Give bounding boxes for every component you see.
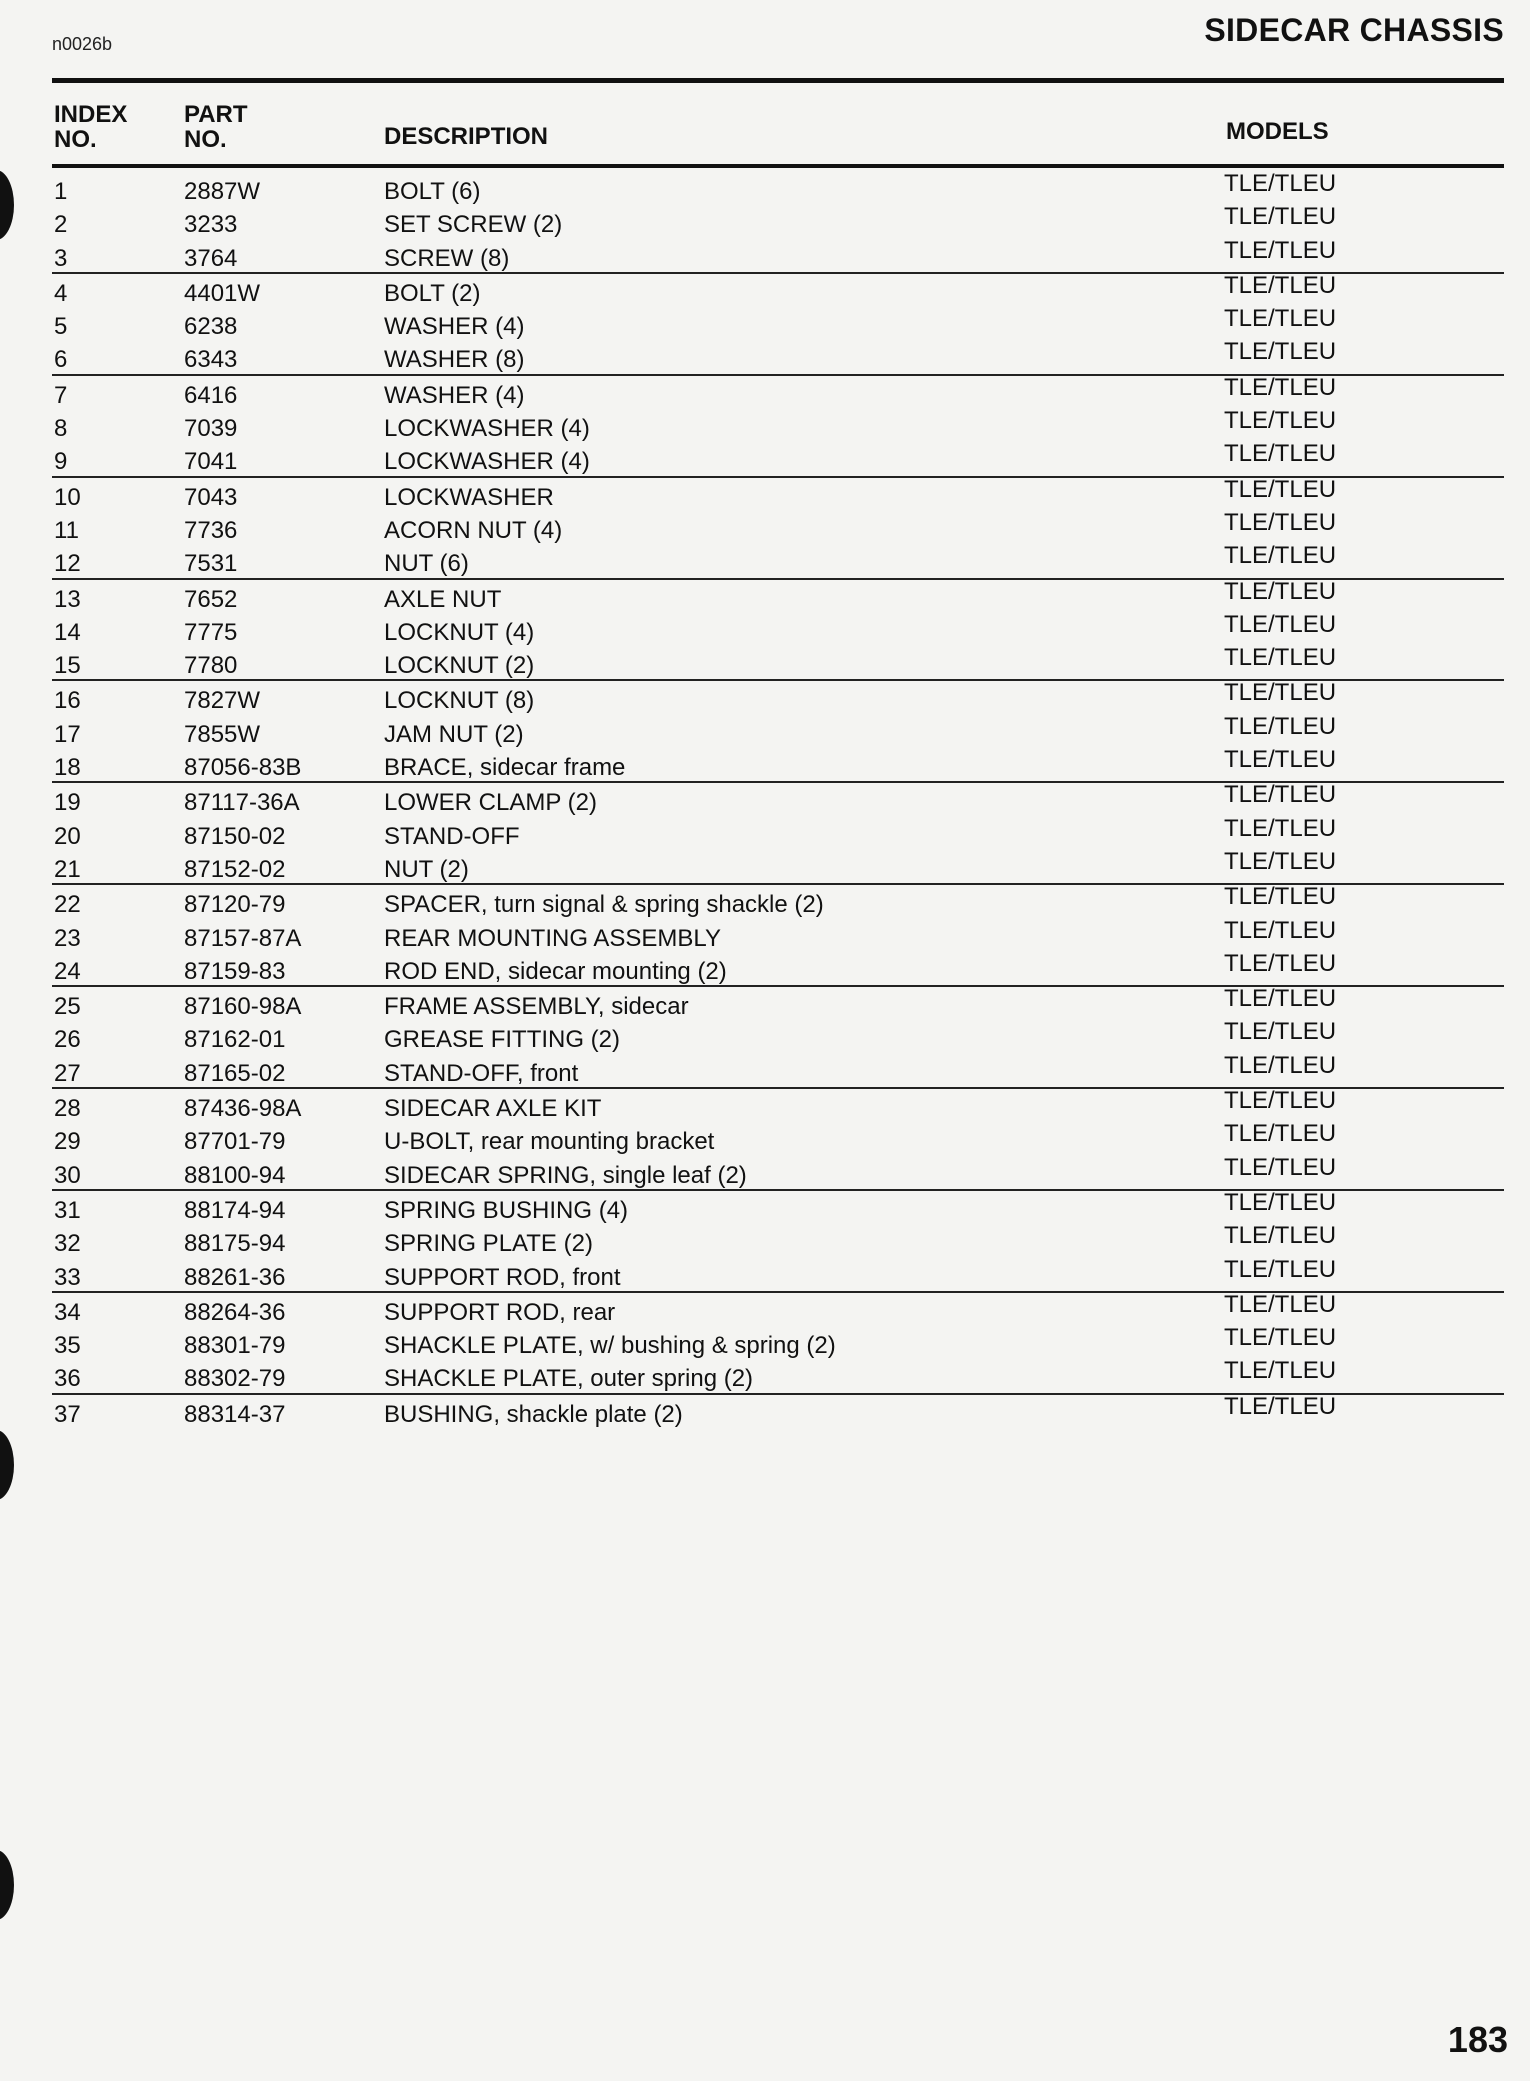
table-row bbox=[52, 1393, 1504, 1428]
models-cell: TLE/TLEU bbox=[1224, 985, 1337, 1013]
index-cell: 19 bbox=[54, 789, 81, 817]
table-row bbox=[52, 1051, 1504, 1087]
models-cell: TLE/TLEU bbox=[1224, 542, 1337, 570]
models-cell: TLE/TLEU bbox=[1224, 1153, 1337, 1181]
part-number-cell: 88264-36 bbox=[184, 1298, 286, 1326]
description-cell: LOCKWASHER bbox=[384, 483, 554, 511]
part-number-cell: 7736 bbox=[184, 516, 238, 544]
description-cell: U-BOLT, rear mounting bracket bbox=[384, 1128, 715, 1156]
index-cell: 7 bbox=[54, 381, 68, 409]
binder-hole bbox=[0, 170, 14, 240]
part-number-cell: 7652 bbox=[184, 585, 238, 613]
index-cell: 4 bbox=[54, 279, 68, 307]
table-row bbox=[52, 442, 1504, 475]
index-cell: 13 bbox=[54, 585, 81, 613]
table-row bbox=[52, 1326, 1504, 1359]
part-number-cell: 7039 bbox=[184, 415, 238, 443]
table-row bbox=[52, 508, 1504, 544]
table-row bbox=[52, 679, 1504, 714]
index-cell: 12 bbox=[54, 550, 81, 578]
table-row bbox=[52, 610, 1504, 646]
table-row bbox=[52, 272, 1504, 307]
column-header-description: DESCRIPTION bbox=[384, 123, 549, 150]
column-header-models: MODELS bbox=[1226, 118, 1329, 145]
page-number: 183 bbox=[1447, 2019, 1508, 2060]
part-number-cell: 88175-94 bbox=[184, 1230, 286, 1258]
models-cell: TLE/TLEU bbox=[1224, 679, 1337, 707]
page-code: n0026b bbox=[52, 34, 113, 54]
description-cell: SCREW (8) bbox=[384, 244, 510, 272]
description-cell: SUPPORT ROD, front bbox=[384, 1263, 621, 1291]
part-number-cell: 87436-98A bbox=[184, 1095, 302, 1123]
table-row bbox=[52, 748, 1504, 781]
index-cell: 20 bbox=[54, 822, 81, 850]
models-cell: TLE/TLEU bbox=[1224, 236, 1337, 264]
index-cell: 26 bbox=[54, 1026, 81, 1054]
table-row bbox=[52, 544, 1504, 577]
table-row bbox=[52, 374, 1504, 409]
table-row bbox=[52, 1020, 1504, 1053]
description-cell: WASHER (8) bbox=[384, 346, 525, 374]
description-cell: BUSHING, shackle plate (2) bbox=[384, 1400, 683, 1428]
part-number-cell: 87162-01 bbox=[184, 1026, 286, 1054]
part-number-cell: 87159-83 bbox=[184, 957, 286, 985]
index-cell: 34 bbox=[54, 1298, 81, 1326]
table-row bbox=[52, 307, 1504, 340]
description-cell: LOCKWASHER (4) bbox=[384, 448, 590, 476]
description-cell: WASHER (4) bbox=[384, 381, 525, 409]
description-cell: SUPPORT ROD, rear bbox=[384, 1298, 616, 1326]
table-row bbox=[52, 205, 1504, 238]
description-cell: LOCKNUT (4) bbox=[384, 618, 535, 646]
description-cell: WASHER (4) bbox=[384, 313, 525, 341]
description-cell: SPACER, turn signal & spring shackle (2) bbox=[384, 891, 824, 919]
header-divider bbox=[52, 164, 1504, 168]
table-row bbox=[52, 985, 1504, 1020]
index-cell: 21 bbox=[54, 855, 81, 883]
models-cell: TLE/TLEU bbox=[1224, 1188, 1337, 1216]
description-cell: SHACKLE PLATE, outer spring (2) bbox=[384, 1365, 754, 1393]
models-cell: TLE/TLEU bbox=[1224, 475, 1337, 503]
models-cell: TLE/TLEU bbox=[1224, 916, 1337, 944]
top-divider bbox=[52, 78, 1504, 83]
part-number-cell: 87165-02 bbox=[184, 1059, 286, 1087]
index-cell: 8 bbox=[54, 415, 68, 443]
column-header-part bbox=[184, 102, 344, 152]
table-row bbox=[52, 646, 1504, 679]
part-number-cell: 87160-98A bbox=[184, 993, 302, 1021]
index-cell: 1 bbox=[54, 178, 68, 205]
description-cell: SHACKLE PLATE, w/ bushing & spring (2) bbox=[384, 1332, 836, 1360]
description-cell: SIDECAR SPRING, single leaf (2) bbox=[384, 1161, 747, 1189]
models-cell: TLE/TLEU bbox=[1224, 1324, 1337, 1352]
table-row bbox=[52, 578, 1504, 613]
description-cell: LOWER CLAMP (2) bbox=[384, 789, 597, 817]
description-cell: AXLE NUT bbox=[384, 585, 502, 613]
models-cell: TLE/TLEU bbox=[1224, 305, 1337, 333]
description-cell: NUT (2) bbox=[384, 855, 469, 883]
part-number-cell: 87152-02 bbox=[184, 855, 286, 883]
models-cell: TLE/TLEU bbox=[1224, 1357, 1337, 1385]
models-cell: TLE/TLEU bbox=[1224, 1051, 1337, 1079]
table-row bbox=[52, 781, 1504, 816]
description-cell: FRAME ASSEMBLY, sidecar bbox=[384, 993, 689, 1021]
models-cell: TLE/TLEU bbox=[1224, 712, 1337, 740]
table-row bbox=[52, 409, 1504, 442]
models-cell: TLE/TLEU bbox=[1224, 271, 1337, 299]
models-cell: TLE/TLEU bbox=[1224, 577, 1337, 605]
description-cell: ACORN NUT (4) bbox=[384, 516, 563, 544]
part-number-cell: 7043 bbox=[184, 483, 238, 511]
table-row bbox=[52, 1189, 1504, 1224]
models-cell: TLE/TLEU bbox=[1224, 1392, 1337, 1420]
index-cell: 18 bbox=[54, 754, 81, 782]
description-cell: SPRING PLATE (2) bbox=[384, 1230, 593, 1258]
description-cell: STAND-OFF, front bbox=[384, 1059, 579, 1087]
models-cell: TLE/TLEU bbox=[1224, 847, 1337, 875]
index-cell: 30 bbox=[54, 1161, 81, 1189]
part-number-cell: 88314-37 bbox=[184, 1400, 286, 1428]
description-cell: GREASE FITTING (2) bbox=[384, 1026, 621, 1054]
column-header-index bbox=[54, 102, 184, 152]
models-cell: TLE/TLEU bbox=[1224, 1290, 1337, 1318]
column-header-index-line1: INDEX bbox=[54, 101, 128, 128]
part-number-cell: 7780 bbox=[184, 652, 238, 680]
index-cell: 23 bbox=[54, 924, 81, 952]
table-row bbox=[52, 847, 1504, 883]
parts-table bbox=[52, 172, 1504, 1428]
index-cell: 24 bbox=[54, 957, 81, 985]
table-row bbox=[52, 1224, 1504, 1257]
models-cell: TLE/TLEU bbox=[1224, 610, 1337, 638]
index-cell: 28 bbox=[54, 1095, 81, 1123]
index-cell: 25 bbox=[54, 993, 81, 1021]
models-cell: TLE/TLEU bbox=[1224, 338, 1337, 366]
binder-hole bbox=[0, 1430, 14, 1500]
part-number-cell: 87157-87A bbox=[184, 924, 302, 952]
index-cell: 5 bbox=[54, 313, 68, 341]
column-header-part-line1: PART bbox=[184, 101, 248, 128]
models-cell: TLE/TLEU bbox=[1224, 508, 1337, 536]
models-cell: TLE/TLEU bbox=[1224, 1087, 1337, 1115]
description-cell: ROD END, sidecar mounting (2) bbox=[384, 957, 727, 985]
part-number-cell: 88100-94 bbox=[184, 1161, 286, 1189]
part-number-cell: 3233 bbox=[184, 211, 238, 239]
index-cell: 3 bbox=[54, 244, 68, 272]
index-cell: 17 bbox=[54, 720, 81, 748]
description-cell: STAND-OFF bbox=[384, 822, 520, 850]
models-cell: TLE/TLEU bbox=[1224, 1222, 1337, 1250]
index-cell: 33 bbox=[54, 1263, 81, 1291]
models-cell: TLE/TLEU bbox=[1224, 1120, 1337, 1148]
part-number-cell: 7775 bbox=[184, 618, 238, 646]
table-row bbox=[52, 814, 1504, 850]
description-cell: SET SCREW (2) bbox=[384, 211, 563, 239]
models-cell: TLE/TLEU bbox=[1224, 781, 1337, 809]
index-cell: 31 bbox=[54, 1196, 81, 1224]
page-title: SIDECAR CHASSIS bbox=[1204, 12, 1504, 48]
part-number-cell: 7827W bbox=[184, 687, 261, 715]
models-cell: TLE/TLEU bbox=[1224, 407, 1337, 435]
description-cell: SPRING BUSHING (4) bbox=[384, 1196, 629, 1224]
index-cell: 11 bbox=[54, 516, 79, 544]
part-number-cell: 2887W bbox=[184, 178, 261, 205]
part-number-cell: 87120-79 bbox=[184, 891, 286, 919]
models-cell: TLE/TLEU bbox=[1224, 373, 1337, 401]
table-row bbox=[52, 949, 1504, 985]
part-number-cell: 7041 bbox=[184, 448, 238, 476]
description-cell: BOLT (6) bbox=[384, 178, 481, 205]
index-cell: 36 bbox=[54, 1365, 81, 1393]
description-cell: LOCKWASHER (4) bbox=[384, 415, 590, 443]
index-cell: 14 bbox=[54, 618, 81, 646]
index-cell: 9 bbox=[54, 448, 68, 476]
part-number-cell: 6238 bbox=[184, 313, 238, 341]
part-number-cell: 88302-79 bbox=[184, 1365, 286, 1393]
table-row bbox=[52, 1087, 1504, 1122]
index-cell: 2 bbox=[54, 211, 68, 239]
part-number-cell: 87056-83B bbox=[184, 754, 302, 782]
models-cell: TLE/TLEU bbox=[1224, 440, 1337, 468]
table-row bbox=[52, 916, 1504, 952]
models-cell: TLE/TLEU bbox=[1224, 949, 1337, 977]
index-cell: 15 bbox=[54, 652, 81, 680]
index-cell: 27 bbox=[54, 1059, 81, 1087]
models-cell: TLE/TLEU bbox=[1224, 883, 1337, 911]
table-row bbox=[52, 340, 1504, 373]
description-cell: LOCKNUT (2) bbox=[384, 652, 535, 680]
table-row bbox=[52, 883, 1504, 918]
index-cell: 6 bbox=[54, 346, 68, 374]
table-row bbox=[52, 1291, 1504, 1326]
part-number-cell: 88174-94 bbox=[184, 1196, 286, 1224]
table-row bbox=[52, 1153, 1504, 1189]
table-row bbox=[52, 1359, 1504, 1392]
description-cell: LOCKNUT (8) bbox=[384, 687, 535, 715]
part-number-cell: 88261-36 bbox=[184, 1263, 286, 1291]
index-cell: 32 bbox=[54, 1230, 81, 1258]
index-cell: 35 bbox=[54, 1332, 81, 1360]
models-cell: TLE/TLEU bbox=[1224, 170, 1337, 197]
column-header-index-line2: NO. bbox=[54, 126, 97, 153]
description-cell: REAR MOUNTING ASSEMBLY bbox=[384, 924, 721, 952]
part-number-cell: 4401W bbox=[184, 279, 261, 307]
part-number-cell: 87117-36A bbox=[184, 789, 300, 817]
index-cell: 10 bbox=[54, 483, 81, 511]
part-number-cell: 88301-79 bbox=[184, 1332, 286, 1360]
part-number-cell: 87150-02 bbox=[184, 822, 286, 850]
models-cell: TLE/TLEU bbox=[1224, 1018, 1337, 1046]
index-cell: 22 bbox=[54, 891, 81, 919]
part-number-cell: 6343 bbox=[184, 346, 238, 374]
description-cell: BOLT (2) bbox=[384, 279, 481, 307]
part-number-cell: 7531 bbox=[184, 550, 238, 578]
models-cell: TLE/TLEU bbox=[1224, 814, 1337, 842]
table-row bbox=[52, 1255, 1504, 1291]
table-row bbox=[52, 1122, 1504, 1155]
models-cell: TLE/TLEU bbox=[1224, 644, 1337, 672]
description-cell: JAM NUT (2) bbox=[384, 720, 524, 748]
description-cell: NUT (6) bbox=[384, 550, 469, 578]
part-number-cell: 7855W bbox=[184, 720, 261, 748]
binder-hole bbox=[0, 1850, 14, 1920]
index-cell: 37 bbox=[54, 1400, 81, 1428]
models-cell: TLE/TLEU bbox=[1224, 1255, 1337, 1283]
models-cell: TLE/TLEU bbox=[1224, 203, 1337, 231]
part-number-cell: 6416 bbox=[184, 381, 238, 409]
index-cell: 16 bbox=[54, 687, 81, 715]
part-number-cell: 87701-79 bbox=[184, 1128, 286, 1156]
part-number-cell: 3764 bbox=[184, 244, 238, 272]
index-cell: 29 bbox=[54, 1128, 81, 1156]
table-row bbox=[52, 476, 1504, 511]
column-header-part-line2: NO. bbox=[184, 126, 227, 153]
models-cell: TLE/TLEU bbox=[1224, 746, 1337, 774]
description-cell: BRACE, sidecar frame bbox=[384, 754, 626, 782]
table-row bbox=[52, 712, 1504, 748]
table-row bbox=[52, 236, 1504, 272]
description-cell: SIDECAR AXLE KIT bbox=[384, 1095, 602, 1123]
table-row bbox=[52, 172, 1504, 205]
